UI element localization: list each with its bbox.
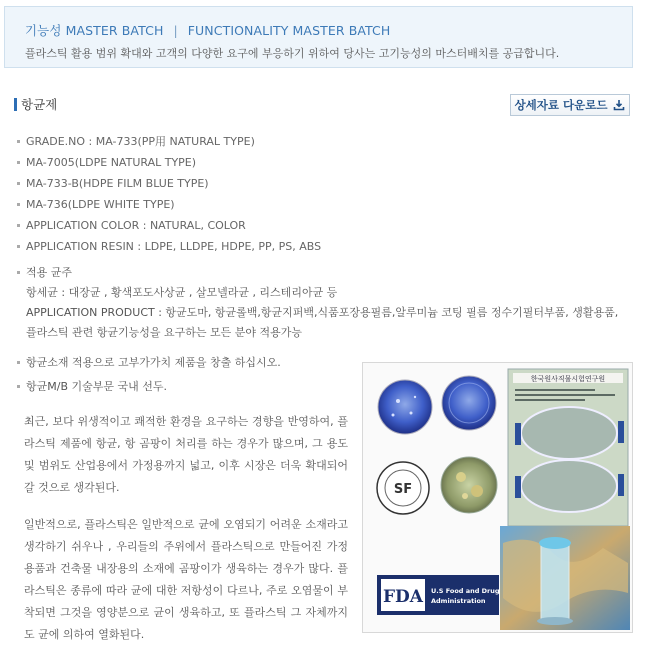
fda-text-line2: Administration <box>431 597 486 605</box>
petri-dish-icon <box>378 380 432 434</box>
bullet-icon <box>17 245 20 248</box>
intro-paragraph: 최근, 보다 위생적이고 쾌적한 환경을 요구하는 경향을 반영하여, 플라스틱 제품에 항균, 항 곰팡이 처리를 하는 경우가 많으며, 그 용도 및 범위도 산업용에서 가정용까지 넓고, 이후 시장은 더욱 확대되어 갈 것으로 생각된다. <box>24 415 348 494</box>
note-text: 항균M/B 기술부문 국내 선두. <box>26 380 167 393</box>
title-separator: | <box>173 23 178 38</box>
note-text: 항균소재 적용으로 고부가가치 제품을 창출 하십시오. <box>26 356 281 369</box>
test-certificate <box>508 369 628 526</box>
certificate-header-text: 한국원사직물시험연구원 <box>530 375 606 383</box>
sf-mark-text: SF <box>393 482 413 497</box>
section-accent-bar <box>14 98 17 111</box>
spec-item-text: MA-7005(LDPE NATURAL TYPE) <box>26 156 197 169</box>
collage-graphic <box>363 363 632 632</box>
note-block <box>17 352 281 398</box>
world-map-photo <box>500 526 630 630</box>
spec-item <box>17 194 321 215</box>
banner-title-korean: 기능성 MASTER BATCH <box>25 23 164 38</box>
spec-item-text: APPLICATION RESIN : LDPE, LLDPE, HDPE, PP, PS, ABS <box>26 240 322 253</box>
spec-item-text: APPLICATION COLOR : NATURAL, COLOR <box>26 219 246 232</box>
bullet-icon <box>17 271 20 274</box>
section-title-text: 항균제 <box>21 97 58 112</box>
banner-description: 플라스틱 활용 범위 확대와 고객의 다양한 요구에 부응하기 위하여 당사는 고기능성의 마스터배치를 공급합니다. <box>25 47 560 60</box>
application-line-bacteria: 항세균 : 대장균 , 황색포도사상균 , 살모넬라균 , 리스테리아균 등 <box>26 286 338 299</box>
spec-item <box>17 236 321 257</box>
spec-item <box>17 152 321 173</box>
spec-item <box>17 131 321 152</box>
spec-item <box>17 215 321 236</box>
application-heading <box>17 263 618 283</box>
download-button-label: 상세자료 다운로드 <box>514 98 608 112</box>
application-heading-text: 적용 균주 <box>26 266 73 279</box>
detail-paragraph: 일반적으로, 플라스틱은 일반적으로 균에 오염되기 어려운 소재라고 생각하기 쉬우나 , 우리들의 주위에서 플라스틱으로 만들어진 가정용품과 건축물 내장용의 소재에 곰팡이가 생육하는 경우가 많다. 플라스틱은 종류에 따라 균에 대한 저항성이 다르나, 주로 오염물이 부착되면 그것을 영양분으로 균이 생육하고, 또 플라스틱 그 자체까지도 균에 의하여 열화된다. <box>24 518 348 641</box>
application-line-scope: 플라스틱 관련 항균기능성을 요구하는 모든 분야 적용가능 <box>26 326 303 339</box>
bullet-icon <box>17 224 20 227</box>
bullet-icon <box>17 361 20 364</box>
mold-dish-icon <box>441 457 497 513</box>
note-item <box>17 352 281 374</box>
bullet-icon <box>17 203 20 206</box>
banner-title-english: FUNCTIONALITY MASTER BATCH <box>187 23 391 38</box>
spec-item-text: MA-736(LDPE WHITE TYPE) <box>26 198 175 211</box>
fda-text-line1: U.S Food and Drug <box>431 587 500 595</box>
fda-logo-text: FDA <box>382 587 424 607</box>
spec-list <box>17 131 321 257</box>
sf-certification-icon <box>377 462 429 514</box>
download-details-button[interactable] <box>510 94 630 116</box>
application-block <box>17 263 618 343</box>
spec-item-text: MA-733-B(HDPE FILM BLUE TYPE) <box>26 177 209 190</box>
bullet-icon <box>17 140 20 143</box>
bullet-icon <box>17 385 20 388</box>
petri-dish-icon <box>442 376 496 430</box>
product-image-collage <box>362 362 633 633</box>
section-title <box>14 96 57 112</box>
bullet-icon <box>17 182 20 185</box>
application-line-product: APPLICATION PRODUCT : 항균도마, 항균롤백,항균지퍼백,식품포장용필름,알루미늄 코팅 필름 정수기필터부품, 생활용품, <box>26 306 619 319</box>
download-icon <box>613 99 625 111</box>
note-item <box>17 376 281 398</box>
spec-item-text: GRADE.NO : MA-733(PP用 NATURAL TYPE) <box>26 135 255 148</box>
banner-title <box>25 21 390 39</box>
fda-logo <box>377 575 500 615</box>
spec-item <box>17 173 321 194</box>
bullet-icon <box>17 161 20 164</box>
header-banner <box>4 6 633 68</box>
